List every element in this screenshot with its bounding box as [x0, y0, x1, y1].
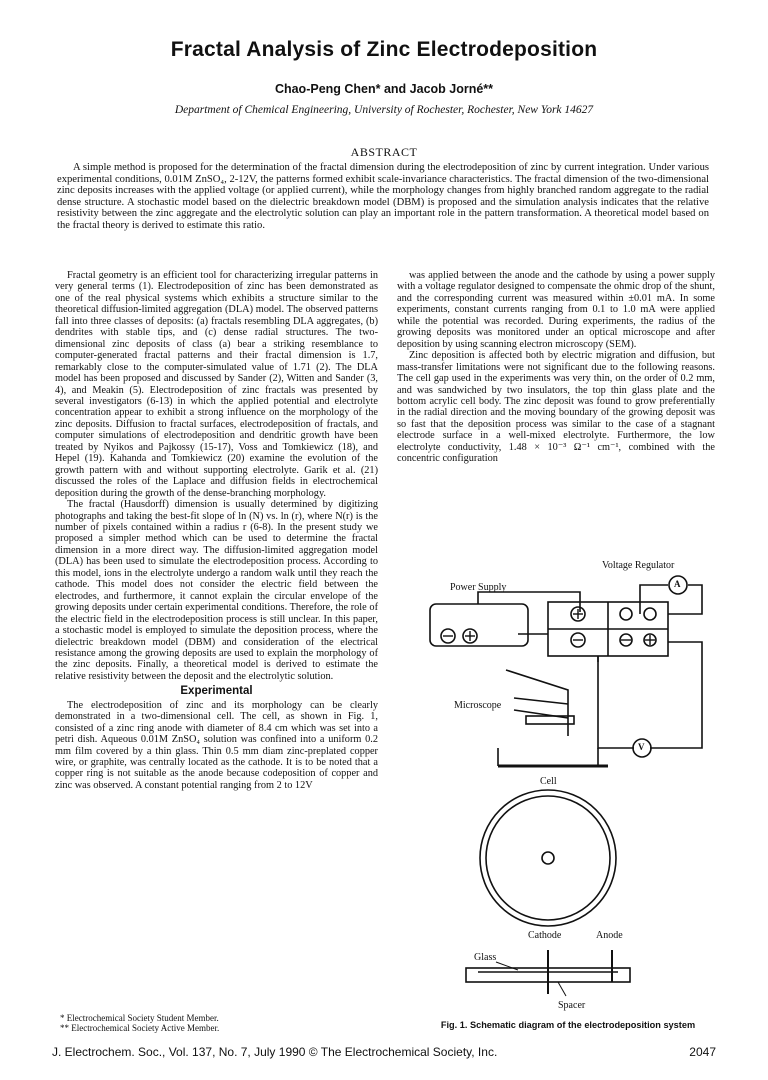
abstract-text: A simple method is proposed for the determination of the fractal dimension during the electrodeposition of zinc by current integration. Under various experimental conditions, 0.01M ZnSO₄, 2-12V, the patterns formed exhibit scale-invariance characteristics. The fractal dimension of the two-dimensional zinc deposits increases with the applied voltage (or applied current), while the morphology changes from highly branched random aggregate to the radial dense structure. A stochastic model based on the dielectric breakdown model (DBM) is proposed and the simulation analysis indicates that the relative resistivity between the zinc aggregate and the electrolytic solution can play an important role in the pattern transformation. A theoretical model based on the fractal theory is derived to estimate this ratio.: [57, 162, 709, 231]
body-paragraph: The fractal (Hausdorff) dimension is usually determined by digitizing photographs and taking the best-fit slope of ln (N) vs. ln (r), where N(r) is the number of pixels contained within a radius r (6-8). In the present study we proposed a simpler method which can be used to determine the fractal dimension in a more direct way. The diffusion-limited aggregation model (DLA) has been used to simulate the electrodeposition process. According to this model, ions in the electrolyte undergo a random walk until they reach the cathode. This model does not consider the electric field between the electrodes, and furthermore, it cannot explain the circular envelope of the growing deposits under certain experimental conditions. Therefore, the role of the electric field in the electrodeposition process is still unclear. In this paper, a stochastic model is employed to simulate the deposition process, where the dielectric breakdown model (DBM) and consideration of the electrical resistance among the growing deposits are used to explain the morphology of the zinc deposits. Finally, a theoretical model is derived to estimate the relative resistivity between the deposit and the electrolytic solution.: [55, 499, 378, 682]
authors: Chao-Peng Chen* and Jacob Jorné**: [274, 82, 494, 96]
label-cell: Cell: [540, 776, 557, 787]
label-anode: Anode: [596, 930, 623, 941]
label-microscope: Microscope: [454, 700, 502, 711]
right-column: [397, 270, 715, 465]
page-number: 2047: [689, 1045, 716, 1059]
affiliation: Department of Chemical Engineering, University of Rochester, Rochester, New York 14627: [174, 104, 594, 116]
label-ammeter: A: [674, 579, 681, 589]
body-paragraph: The electrodeposition of zinc and its morphology can be clearly demonstrated in a two-dimensional cell. The cell, as shown in Fig. 1, consisted of a zinc ring anode with diameter of 8.4 cm which was set into a petri dish. Aqueous 0.01M ZnSO₄ solution was confined into a uniform 0.2 mm film covered by a thin glass. Thin 0.5 mm diam zinc-preplated copper wire, or graphite, was centrally located as the cathode. It is to be noted that a copper ring is not suitable as the anode because codeposition of copper and zinc was observed. A constant potential ranging from 2 to 12V: [55, 699, 378, 791]
figure-caption: Fig. 1. Schematic diagram of the electrodeposition system: [440, 1020, 696, 1030]
label-voltage-regulator: Voltage Regulator: [602, 560, 675, 571]
label-cathode: Cathode: [528, 930, 562, 941]
cathode-center: [542, 852, 554, 864]
body-paragraph: Zinc deposition is affected both by electric migration and diffusion, but mass-transfer limitations were not significant due to the following reasons. The cell gap used in the experiments was very thin, on the order of 0.2 mm, and was sandwiched by two insulators, the top thin glass plate and the bottom acrylic cell body. The zinc deposit was found to grow preferentially in the radial direction and the moving boundary of the growing deposit was so fast that the deposition process was similar to the case of a stagnant electrode surface in a well-mixed electrolyte. Furthermore, the low electrolyte conductivity, 1.48 × 10⁻³ Ω⁻¹ cm⁻¹, combined with the concentric configuration: [397, 350, 715, 465]
cell-outer-ring: [480, 790, 616, 926]
schematic-diagram: [418, 552, 718, 1022]
page-footer: [52, 1045, 716, 1061]
label-power-supply: Power Supply: [450, 582, 507, 593]
label-spacer: Spacer: [558, 1000, 586, 1011]
abstract-heading: ABSTRACT: [350, 145, 418, 159]
footnote: * Electrochemical Society Student Member.: [60, 1013, 219, 1023]
power-supply-box: [430, 604, 528, 646]
figure-schematic: [418, 552, 718, 1022]
label-voltmeter: V: [638, 742, 645, 752]
journal-citation: J. Electrochem. Soc., Vol. 137, No. 7, July 1990 © The Electrochemical Society, Inc.: [52, 1045, 498, 1059]
label-glass: Glass: [474, 952, 497, 963]
paper-title: Fractal Analysis of Zinc Electrodeposition: [170, 38, 598, 61]
footnote: ** Electrochemical Society Active Member.: [60, 1023, 220, 1033]
footnotes: [60, 1013, 380, 1033]
left-column: [55, 270, 378, 791]
body-paragraph: Fractal geometry is an efficient tool for characterizing irregular patterns in very general terms (1). Electrodeposition of zinc has been demonstrated as one of the real physical systems which exhibits a structure similar to the theoretical diffusion-limited aggregation (DLA) model. The observed patterns fall into three classes of deposits: (a) fractals resembling DLA aggregates, (b) dendrites with stable tips, and (c) dense radial structures. The two-dimensional zinc deposits of class (a) bear a striking resemblance to computer-generated fractal patterns and their fractal dimension is 1.7, remarkably close to the computer-simulated value of 1.71 (2). The DLA model has been proposed and discussed by Sander (2), Witten and Sander (3, 4), and Meakin (5). Electrodeposition of zinc fractals was presented by several investigators (6-13) in which the applied potential and electrolyte concentration appear to exhibit a strong influence on the morphology of the zinc deposits. Diffusion to fractal surfaces, electrodeposition of fractals, and computer simulations of electrodeposition and dendritic growth have been treated by Nyikos and Pajkossy (15-17), Voss and Tomkiewicz (18), and Hepel (19). Kahanda and Tomkiewicz (20) examine the evolution of the growth pattern with and without supporting electrolyte. Garik et al. (21) discussed the roles of the Laplace and diffusion fields in electrochemical deposition during the growth of the dense-branching morphology.: [55, 270, 378, 499]
section-heading-experimental: Experimental: [180, 685, 253, 698]
body-paragraph: was applied between the anode and the cathode by using a power supply with a voltage regulator designed to compensate the ohmic drop of the shunt, and the corresponding current was measured within ±0.01 mA. In some experiments, constant currents ranging from 0.1 to 1.0 mA were applied while the potential was recorded. During experiments, the radius of the growing deposits was monitored under an optical microscope and after deposition by using scanning electron microscopy (SEM).: [397, 270, 715, 350]
cell-inner-ring: [486, 796, 610, 920]
